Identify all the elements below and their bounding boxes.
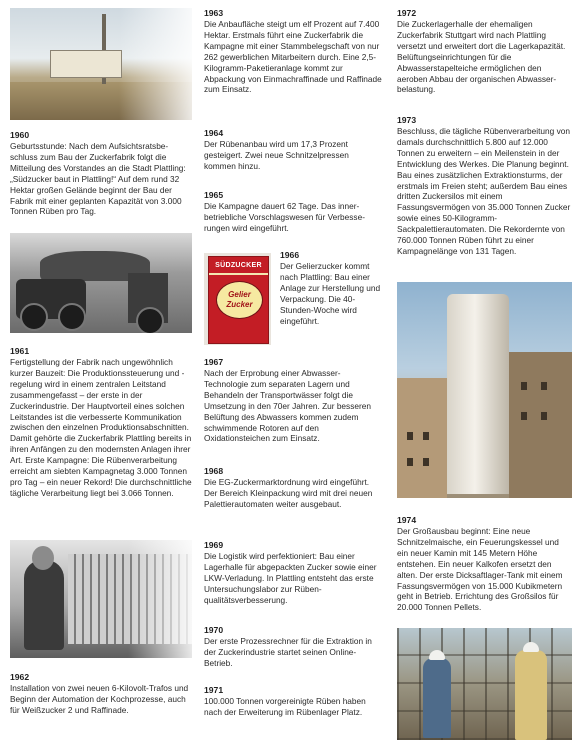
- timeline-entry-1965: [204, 190, 382, 234]
- entry-text: Die EG-Zuckermarktordnung wird eingeführt. Der Bereich Kleinpackung wird mit drei neuen Palettierautomaten weiter ausgebaut.: [204, 477, 373, 509]
- entry-text: Der erste Prozessrechner für die Extraktion in der Zuckerindustrie startet seinen Online-Betrieb.: [204, 636, 372, 668]
- photo-control-room-operator: [10, 540, 192, 658]
- entry-text: Die Anbaufläche steigt um elf Prozent auf 7.400 Hektar. Erstmals führt eine Zuckerfabrik die Kampagne mit einer Stammbelegschaft von nur 262 gewerblichen Mitarbeitern durch. Eine 2,5-Kilogramm-Paketieranlage kommt zur Abpackung von Einmachraffinade und Raffinade zum Einsatz.: [204, 19, 382, 95]
- entry-year: 1974: [397, 515, 417, 525]
- timeline-entry-1972: [397, 8, 572, 95]
- entry-year: 1972: [397, 8, 417, 18]
- timeline-entry-1964: [204, 128, 382, 172]
- entry-year: 1965: [204, 190, 224, 200]
- package-brand: SÜDZUCKER: [215, 262, 262, 269]
- entry-year: 1966: [280, 250, 300, 260]
- timeline-entry-1970: [204, 625, 382, 669]
- entry-text: Nach der Erprobung einer Abwasser-Technologie zum separaten Lagern und Behandeln der Transportwässer folgt die Umsetzung in den 70er Jahren. Zur besseren Belüftung des Abwassers kommen zudem schwimmende Rotoren auf den Oxidationsteichen zum Einsatz.: [204, 368, 371, 444]
- entry-year: 1962: [10, 672, 30, 682]
- entry-text: 100.000 Tonnen vorgereinigte Rüben haben nach der Erweiterung im Rübenlager Platz.: [204, 696, 366, 717]
- timeline-entry-1969: [204, 540, 382, 606]
- entry-text: Fertigstellung der Fabrik nach ungewöhnlich kurzer Bauzeit: Die Produktionssteuerung und -regelung wird in einem zentralen Leitstand zusammengefasst – der erste in der Zuckerindustrie. Der Hauptvorteil eines solchen Leitstandes ist die verbesserte Kommunikation zwischen den einzelnen Produktionsabschnitten. Damit gehörte die Zuckerfabrik Plattling bereits in ihren Anfängen zu den modernsten Anlagen ihrer Art. Erste Kampagne: Die Rübenverarbeitung erreicht am siebten Kampagnetag 3.000 Tonnen pro Tag – ein neuer Rekord! Die durchschnittliche tägliche Verarbeitung liegt bei 3.066 Tonnen.: [10, 357, 192, 498]
- entry-year: 1970: [204, 625, 224, 635]
- entry-year: 1967: [204, 357, 224, 367]
- package-label-line2: Zucker: [226, 300, 253, 309]
- entry-text: Die Logistik wird perfektioniert: Bau einer Lagerhalle für abgepackten Zucker sowie einer LKW-Verladung. In Plattling entsteht das erste Untersuchungslabor zur Rübenqualitätsverbesserung.: [204, 551, 377, 605]
- photo-sugar-silo: [397, 282, 572, 498]
- timeline-entry-1960: [10, 130, 192, 217]
- entry-year: 1961: [10, 346, 30, 356]
- photo-construction-site-sign: [10, 8, 192, 120]
- photo-tractors-beet-pile: [10, 233, 192, 333]
- entry-text: Der Gelierzucker kommt nach Plattling: Bau einer Anlage zur Herstellung und Verpackung. Die 40-Stunden-Woche wird eingeführt.: [280, 261, 381, 326]
- timeline-entry-1967: [204, 357, 382, 444]
- timeline-entry-1974: [397, 515, 572, 613]
- timeline-entry-1963: [204, 8, 382, 95]
- timeline-entry-1973: [397, 115, 572, 257]
- entry-year: 1973: [397, 115, 417, 125]
- entry-year: 1971: [204, 685, 224, 695]
- entry-year: 1968: [204, 466, 224, 476]
- sugar-package: [208, 256, 269, 344]
- entry-year: 1960: [10, 130, 30, 140]
- entry-year: 1969: [204, 540, 224, 550]
- entry-text: Geburtsstunde: Nach dem Aufsichtsratsbeschluss zum Bau der Zuckerfabrik folgt die Mitteilung des Vorstandes an die Stadt Plattling: „Südzucker baut in Plattling!“ Auf dem rund 32 Hektar großen Gelände beginnt der Bau der Fabrik mit einer geplanten Kapazität von 3.000 Tonnen Rüben pro Tag.: [10, 141, 186, 217]
- entry-text: Der Rübenanbau wird um 17,3 Prozent gesteigert. Zwei neue Schnitzelpressen kommen hinzu.: [204, 139, 349, 171]
- entry-text: Beschluss, die tägliche Rübenverarbeitung von damals durchschnittlich 5.800 auf 12.000 Tonnen zu erweitern – ein Meilenstein in der Entwicklung des Werkes. Die Planung beginnt. Bau eines zusätzlichen Extraktionsturms, der erstmals im Freien steht; außerdem Bau eines dritten Zuckersilos mit einem Fassungsvermögen von 35.000 Tonnen Zucker sowie eines 50-Kilogramm-Sackpalettierautomaten. Die Rekordernte von 760.000 Tonnen Rüben führt zu einer Kampagnelänge von 131 Tagen.: [397, 126, 571, 256]
- entry-year: 1964: [204, 128, 224, 138]
- entry-text: Die Zuckerlagerhalle der ehemaligen Zuckerfabrik Stuttgart wird nach Plattling versetzt und erweitert dort die Lagerkapazität. Belüftungseinrichtungen für die Abwasserstapelteiche ermöglichen den aeroben Abbau der organischen Abwasserbelastung.: [397, 19, 566, 95]
- entry-year: 1963: [204, 8, 224, 18]
- timeline-entry-1966: [280, 250, 382, 326]
- entry-text: Die Kampagne dauert 62 Tage. Das innerbetriebliche Vorschlagswesen für Verbesserungen wird eingeführt.: [204, 201, 365, 233]
- photo-gelierzucker-package: [204, 253, 271, 345]
- timeline-entry-1962: [10, 672, 192, 716]
- timeline-entry-1971: [204, 685, 382, 718]
- entry-text: Installation von zwei neuen 6-Kilovolt-Trafos und Beginn der Automation der Kochprozesse, auch für Weißzucker 2 und Raffinade.: [10, 683, 189, 715]
- entry-text: Der Großausbau beginnt: Eine neue Schnitzelmaische, ein Feuerungskessel und ein neuer Kamin mit 145 Metern Höhe entstehen. Ein neuer Kalkofen ersetzt den alten. Der erste Dicksaftlager-Tank mit einem Fassungsvermögen von 15.000 Kubikmetern geht in Betrieb. Errichtung des Großsilos für 20.000 Tonnen Pellets.: [397, 526, 563, 613]
- photo-construction-workers: [397, 628, 572, 740]
- timeline-entry-1961: [10, 346, 192, 499]
- package-label-line1: Gelier: [228, 290, 251, 299]
- timeline-entry-1968: [204, 466, 382, 510]
